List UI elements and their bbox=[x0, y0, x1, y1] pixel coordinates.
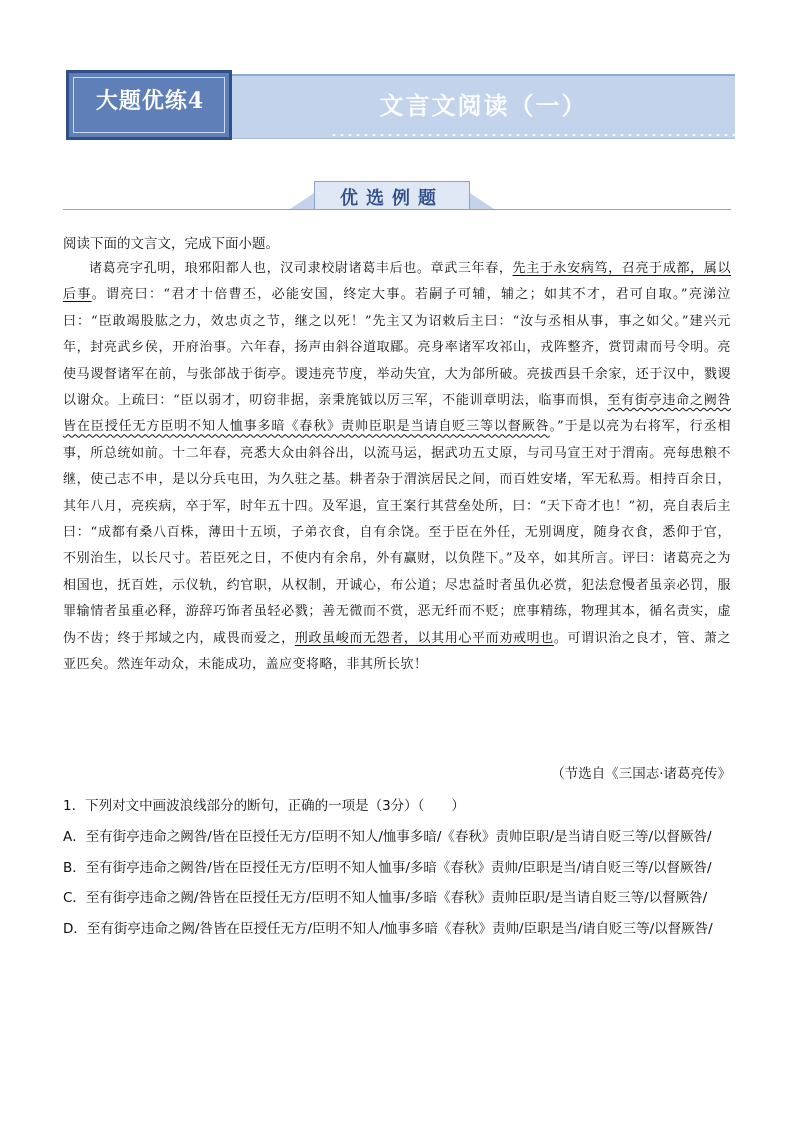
section-label: 优选例题 bbox=[340, 188, 444, 209]
question-stem: 1．下列对文中画波浪线部分的断句，正确的一项是（3分）（ ） bbox=[63, 798, 465, 814]
wavy-underlined-sentence: 至有街亭违命之阙咎皆在臣授任无方臣明不知人恤事多暗《春秋》责帅臣职是当请自贬三等以督厥咎 bbox=[63, 393, 731, 435]
section-wing-right bbox=[470, 193, 494, 209]
option-d[interactable]: D．至有街亭违命之阙/咎皆在臣授任无方/臣明不知人/恤事多暗《春秋》责帅/臣职是当/请自贬三等/以督厥咎/ bbox=[63, 920, 713, 937]
instruction: 阅读下面的文言文，完成下面小题。 bbox=[63, 236, 279, 252]
option-a[interactable]: A．至有街亭违命之阙咎/皆在臣授任无方/臣明不知人/恤事多暗/《春秋》责帅臣职/是当请自贬三等/以督厥咎/ bbox=[63, 829, 712, 845]
passage-source: （节选自《三国志·诸葛亮传》 bbox=[551, 766, 731, 782]
passage-text: 。”于是以亮为右将军，行丞相事，所总统如前。十二年春，亮悉大众由斜谷出，以流马运，据武功五丈原，与司马宣王对于渭南。亮每患粮不继，使己志不申，是以分兵屯田，为久驻之基。耕者杂于渭滨居民之间，而百姓安堵，军无私焉。相持百余日，其年八月，亮疾病，卒于军，时年五十四。及军退，宣王案行其营垒处所，曰：“天下奇才也！”初，亮自表后主曰：“成都有桑八百株，薄田十五顷，子弟衣食，自有余饶。至于臣在外任，无别调度，随身衣食，悉仰于官，不别治生，以长尺寸。若臣死之日，不使内有余帛，外有赢财，以负陛下。”及卒，如其所言。评曰：诸葛亮之为相国也，抚百姓，示仪轨，约官职，从权制，开诚心，布公道；尽忠益时者虽仇必赏，犯法怠慢者虽亲必罚，服罪输情者虽重必释，游辞巧饰者虽轻必戮；善无微而不赏，恶无纤而不贬；庶事精练，物理其本，循名责实，虚伪不齿；终于邦域之内，咸畏而爱之， bbox=[63, 419, 731, 646]
passage bbox=[63, 256, 731, 679]
banner-tag: 大题优练4 bbox=[95, 88, 205, 114]
passage-text: 。可谓识治之良才，管、萧之亚匹矣。然连年动众，未能成功，盖应变将略，非其所长欤！ bbox=[63, 630, 731, 673]
underlined-sentence-2: 刑政虽峻而无怨者，以其用心平而劝戒明也 bbox=[294, 630, 554, 646]
passage-text: 诸葛亮字孔明，琅邪阳都人也，汉司隶校尉诸葛丰后也。章武三年春， bbox=[89, 261, 513, 276]
passage-paragraph bbox=[63, 256, 731, 679]
page-title: 文言文阅读（一） bbox=[379, 91, 588, 120]
option-c[interactable]: C．至有街亭违命之阙/咎皆在臣授任无方/臣明不知人恤事/多暗《春秋》责帅臣职/是当请自贬三等/以督厥咎/ bbox=[63, 890, 708, 906]
underlined-sentence-1: 先主于永安病笃，召亮于成都，属以后事 bbox=[63, 261, 731, 303]
banner-dots bbox=[330, 132, 735, 140]
question-options bbox=[63, 822, 731, 944]
option-b[interactable]: B．至有街亭违命之阙咎/皆在臣授任无方/臣明不知人恤事/多暗《春秋》责帅/臣职是当/请自贬三等/以督厥咎/ bbox=[63, 859, 712, 876]
passage-text: 。谓亮曰：“君才十倍曹丕，必能安国，终定大事。若嗣子可辅，辅之；如其不才，君可自取。”亮涕泣曰：“臣敢竭股肱之力，效忠贞之节，继之以死！”先主又为诏敕后主曰：“汝与丞相从事，事之如父。”建兴元年，封亮武乡侯，开府治事。六年春，扬声由斜谷道取郿。亮身率诸军攻祁山，戎阵整齐，赏罚肃而号令明。亮使马谡督诸军在前，与张郃战于街亭。谡违亮节度，举动失宜，大为郃所破。亮拔西县千余家，还于汉中，戮谡以谢众。上疏曰：“臣以弱才，叨窃非据，亲秉旄钺以厉三军，不能训章明法，临事而惧， bbox=[63, 287, 731, 409]
section-wing-left bbox=[290, 193, 314, 209]
